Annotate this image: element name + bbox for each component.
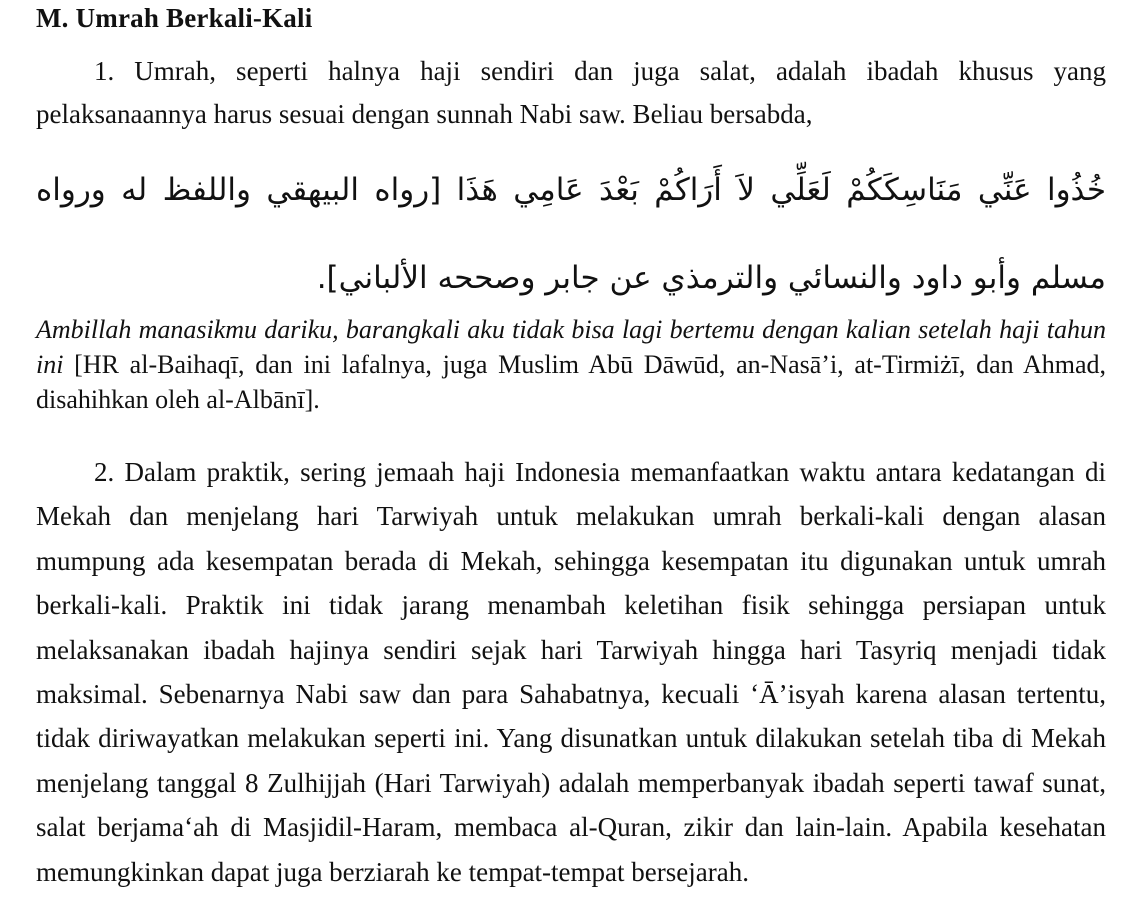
point-1-paragraph: 1. Umrah, seperti halnya haji sendiri dan juga salat, adalah ibadah khusus yang pelaksanaannya harus sesuai dengan sunnah Nabi saw. Beliau bersabda, xyxy=(36,56,1106,129)
translation-italic-text: Ambillah manasikmu dariku, barangkali aku tidak bisa lagi bertemu dengan kalian setelah haji tahun ini xyxy=(36,315,1106,379)
hadith-arabic-text: خُذُوا عَنِّي مَنَاسِكَكُمْ لَعَلِّي لاَ أَرَاكُمْ بَعْدَ عَامِي هَذَا [رواه البيهقي واللفظ له ورواه مسلم وأبو داود والنسائي والترمذي عن جابر وصححه الألباني]. xyxy=(36,172,1106,296)
hadith-translation xyxy=(36,312,1106,417)
section-heading: M. Umrah Berkali-Kali xyxy=(36,3,313,33)
translation-citation: [HR al-Baihaqī, dan ini lafalnya, juga Muslim Abū Dāwūd, an-Nasā’i, at-Tirmiżī, dan Ahmad, disahihkan oleh al-Albānī]. xyxy=(36,350,1106,414)
point-2-paragraph: 2. Dalam praktik, sering jemaah haji Indonesia memanfaatkan waktu antara kedatangan di Mekah dan menjelang hari Tarwiyah untuk melakukan umrah berkali-kali dengan alasan mumpung ada kesempatan berada di Mekah, sehingga kesempatan itu digunakan untuk umrah berkali-kali. Praktik ini tidak jarang menambah keletihan fisik sehingga persiapan untuk melaksanakan ibadah hajinya sendiri sejak hari Tarwiyah hingga hari Tasyriq menjadi tidak maksimal. Sebenarnya Nabi saw dan para Sahabatnya, kecuali ‘Ā’isyah karena alasan tertentu, tidak diriwayatkan melakukan seperti ini. Yang disunatkan untuk dilakukan setelah tiba di Mekah menjelang tanggal 8 Zulhijjah (Hari Tarwiyah) adalah memperbanyak ibadah seperti tawaf sunat, salat berjama‘ah di Masjidil-Haram, membaca al-Quran, zikir dan lain-lain. Apabila kesehatan memungkinkan dapat juga berziarah ke tempat-tempat bersejarah. xyxy=(36,457,1106,887)
